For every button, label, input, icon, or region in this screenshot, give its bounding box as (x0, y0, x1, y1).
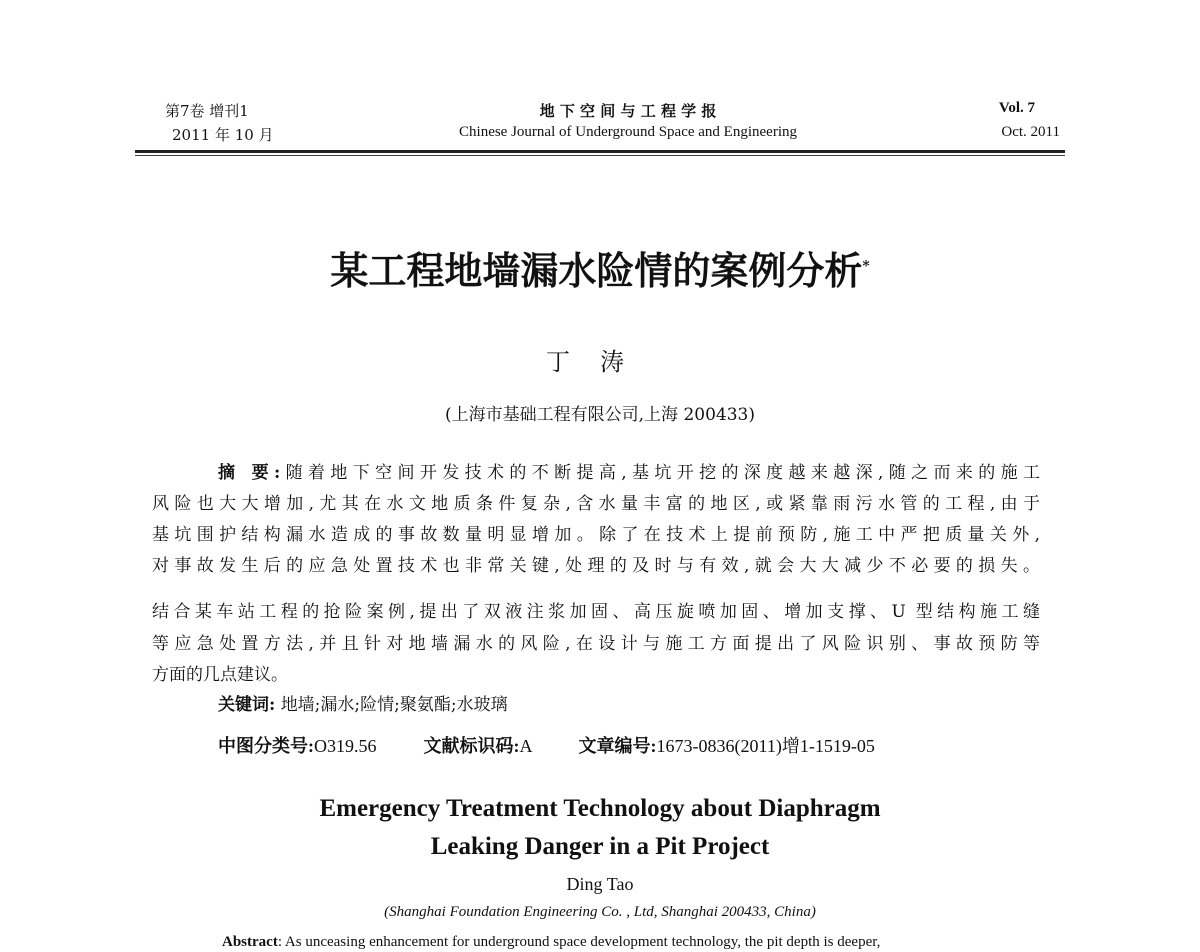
abstract-text: 随着地下空间开发技术的不断提高,基坑开挖的深度越来越深,随之而来的施工 (280, 463, 1040, 483)
abstract-label: 摘 要: (218, 463, 281, 483)
journal-name-en: Chinese Journal of Underground Space and Engineering (459, 124, 797, 140)
english-abstract-label: Abstract (222, 934, 278, 950)
volume-issue: 第7卷 增刊1 (165, 102, 249, 120)
article-no-label: 文章编号: (578, 736, 657, 756)
english-title-line1: Emergency Treatment Technology about Diaphragm (319, 795, 881, 822)
english-abstract (222, 934, 880, 951)
header-rule (135, 150, 1065, 153)
date-en: Oct. 2011 (1001, 124, 1060, 140)
keywords (218, 690, 508, 715)
volume-en: Vol. 7 (998, 100, 1035, 116)
english-affiliation: (Shanghai Foundation Engineering Co. , Ltd, Shanghai 200433, China) (384, 904, 816, 920)
journal-name-cn: 地 下 空 间 与 工 程 学 报 (539, 102, 717, 120)
author: 丁涛 (546, 348, 654, 376)
abstract-line (218, 458, 1040, 483)
clc-value: O319.56 (314, 736, 377, 756)
classification (218, 732, 875, 758)
abstract-line: 结合某车站工程的抢险案例,提出了双液注浆加固、高压旋喷加固、增加支撑、U 型结构施工缝 (152, 602, 1040, 622)
header-rule-thin (135, 155, 1065, 156)
abstract-line: 风险也大大增加,尤其在水文地质条件复杂,含水量丰富的地区,或紧靠雨污水管的工程,由于 (152, 494, 1040, 514)
clc-label: 中图分类号: (218, 736, 314, 756)
publication-date: 2011 年 10 月 (172, 126, 274, 144)
title-text: 某工程地墙漏水险情的案例分析 (330, 248, 863, 293)
abstract-line: 等应急处置方法,并且针对地墙漏水的风险,在设计与施工方面提出了风险识别、事故预防等 (152, 634, 1040, 654)
abstract-line: 对事故发生后的应急处置技术也非常关键,处理的及时与有效,就会大大减少不必要的损失。 (152, 556, 1040, 576)
title-footnote-mark: * (862, 258, 870, 275)
english-abstract-text: : As unceasing enhancement for underground space development technology, the pit depth is deeper, (277, 934, 881, 950)
doc-code-label: 文献标识码: (423, 736, 520, 756)
affiliation: (上海市基础工程有限公司,上海 200433) (445, 405, 755, 425)
abstract-line: 基坑围护结构漏水造成的事故数量明显增加。除了在技术上提前预防,施工中严把质量关外, (152, 525, 1040, 545)
doc-code-value: A (519, 736, 532, 756)
keywords-label: 关键词: (218, 695, 276, 715)
english-author: Ding Tao (566, 874, 634, 894)
abstract-line: 方面的几点建议。 (152, 665, 288, 685)
english-title-line2: Leaking Danger in a Pit Project (430, 833, 770, 860)
keywords-value: 地墙;漏水;险情;聚氨酯;水玻璃 (280, 695, 508, 715)
paper-title (0, 240, 1200, 295)
article-no-value: 1673-0836(2011)增1-1519-05 (656, 736, 875, 756)
